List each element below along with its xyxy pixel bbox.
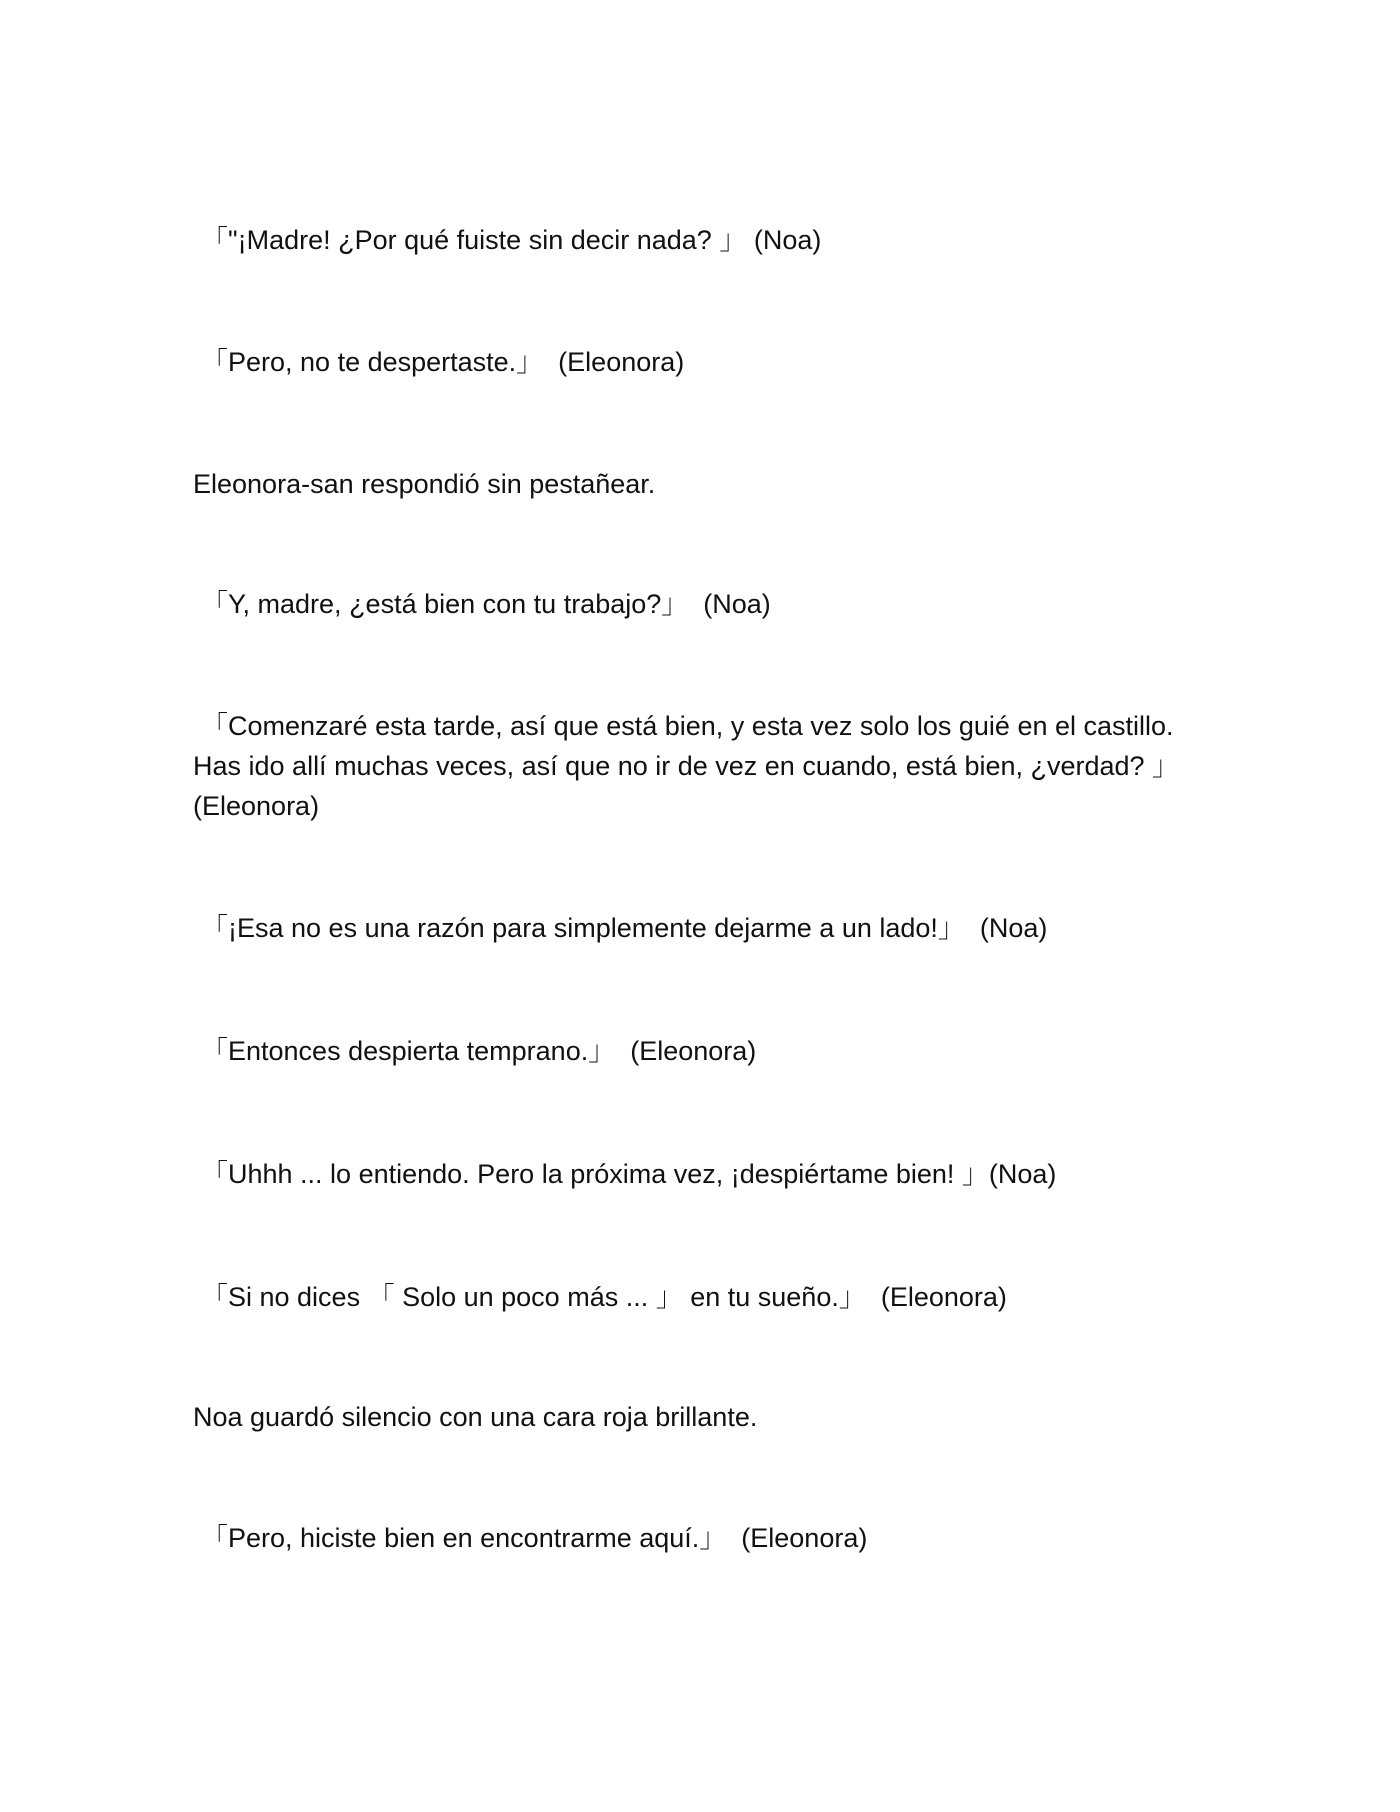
dialogue-line: 「Uhhh ... lo entiendo. Pero la próxima vez, ¡despiértame bien! 」(Noa) bbox=[201, 1159, 1057, 1189]
dialogue-line: 「"¡Madre! ¿Por qué fuiste sin decir nada? 」 (Noa) bbox=[201, 225, 822, 255]
dialogue-line: 「¡Esa no es una razón para simplemente dejarme a un lado!」 (Noa) bbox=[201, 913, 1048, 943]
dialogue-line: 「Y, madre, ¿está bien con tu trabajo?」 (Noa) bbox=[201, 589, 771, 619]
dialogue-line: 「Si no dices 「 Solo un poco más ... 」 en tu sueño.」 (Eleonora) bbox=[201, 1282, 1007, 1312]
narration-line: Eleonora-san respondió sin pestañear. bbox=[193, 469, 656, 499]
dialogue-line: 「Entonces despierta temprano.」 (Eleonora) bbox=[201, 1036, 757, 1066]
narration-line: Noa guardó silencio con una cara roja brillante. bbox=[193, 1402, 758, 1432]
dialogue-paragraph: 「Comenzaré esta tarde, así que está bien, y esta vez solo los guié en el castillo. Has ido allí muchas veces, así que no ir de vez en cuando, está bien, ¿verdad? 」 (Eleonora) bbox=[193, 711, 1187, 821]
dialogue-line: 「Pero, hiciste bien en encontrarme aquí.」 (Eleonora) bbox=[201, 1523, 868, 1553]
dialogue-line: 「Pero, no te despertaste.」 (Eleonora) bbox=[201, 347, 685, 377]
